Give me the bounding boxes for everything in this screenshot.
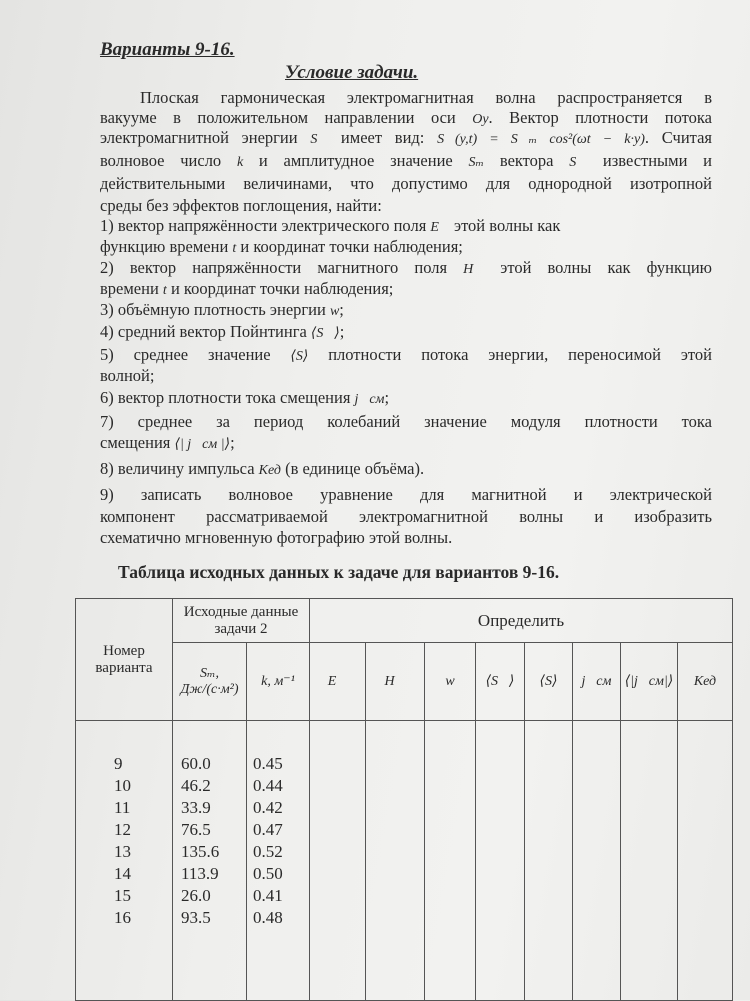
text-line xyxy=(100,300,344,322)
formula: ⟨S⟩ xyxy=(290,349,309,364)
k-value: 0.42 xyxy=(253,798,283,817)
text-segment: 8) величину импульса xyxy=(100,459,259,478)
empty-answer-cell xyxy=(310,721,366,1001)
text-segment: 2) вектор напряжённости магнитного поля xyxy=(100,258,464,277)
empty-answer-cell xyxy=(366,721,425,1001)
text-line xyxy=(100,196,382,216)
variant-column xyxy=(76,721,173,1001)
text-segment: времени xyxy=(100,279,163,298)
subheader-cell: Kед xyxy=(678,643,733,721)
text-segment: 6) вектор плотности тока смещения xyxy=(100,388,355,407)
text-line xyxy=(100,237,463,259)
empty-answer-cell xyxy=(678,721,733,1001)
text-segment: 4) средний вектор Пойнтинга xyxy=(100,322,311,341)
subheader-cell: k, м⁻¹ xyxy=(247,643,310,721)
k-value: 0.50 xyxy=(253,864,283,883)
text-segment: . Считая xyxy=(644,128,712,147)
formula: ⟨| j⃗см |⟩ xyxy=(174,437,231,452)
text-line xyxy=(100,108,712,130)
formula: S⃗(y,t) = S⃗ₘ cos²(ωt − k·y) xyxy=(437,132,645,147)
sm-value: 26.0 xyxy=(181,886,211,905)
sm-column xyxy=(173,721,247,1001)
text-segment: 5) среднее значение xyxy=(100,345,291,364)
sm-value: 135.6 xyxy=(181,842,220,861)
text-segment: . Вектор плотности потока xyxy=(488,108,712,127)
k-column xyxy=(247,721,310,1001)
variants-value: 9 xyxy=(114,754,123,773)
subheader-cell: ⟨S⟩ xyxy=(525,643,573,721)
text-line xyxy=(100,507,712,527)
text-segment: и координат точки наблюдения; xyxy=(166,279,394,298)
text-line xyxy=(100,485,712,505)
k-value: 0.45 xyxy=(253,754,283,773)
text-line xyxy=(100,279,393,301)
text-line xyxy=(100,128,712,150)
text-segment: схематично мгновенную фотографию этой волны. xyxy=(100,528,453,547)
variants-value: 11 xyxy=(114,798,131,817)
subheader-cell: E⃗ xyxy=(310,643,366,721)
text-line xyxy=(100,258,712,280)
text-line xyxy=(100,151,712,173)
formula: E⃗ xyxy=(430,220,450,235)
text-segment: действительными величинами, что допустимо для однородной изотропной xyxy=(100,174,712,193)
text-line xyxy=(140,88,712,108)
text-segment: вектора xyxy=(484,151,570,170)
text-segment: этой волны как xyxy=(449,216,561,235)
formula: S⃗ xyxy=(310,132,329,147)
text-segment: Плоская гармоническая электромагнитная волна распространяется в xyxy=(140,88,712,107)
text-segment: среды без эффектов поглощения, найти: xyxy=(100,196,382,215)
formula: H⃗ xyxy=(463,262,485,277)
variants-value: 15 xyxy=(114,886,131,905)
sm-value: 46.2 xyxy=(181,776,211,795)
text-segment: и координат точки наблюдения; xyxy=(236,237,463,256)
table-title: Таблица исходных данных к задаче для вариантов 9-16. xyxy=(118,562,560,582)
text-segment: 9) записать волновое уравнение для магнитной и электрической xyxy=(100,485,712,504)
text-segment: (в единице объёма). xyxy=(280,459,425,478)
k-value: 0.41 xyxy=(253,886,283,905)
k-value: 0.47 xyxy=(253,820,283,839)
subheader-cell: w xyxy=(425,643,476,721)
header-input: Исходные данные задачи 2 xyxy=(173,599,310,643)
header-variant: Номер варианта xyxy=(76,599,173,721)
text-segment: ; xyxy=(230,433,235,452)
k-value: 0.48 xyxy=(253,908,283,927)
formula: Sₘ xyxy=(468,155,485,170)
text-line xyxy=(100,174,712,194)
text-line xyxy=(100,412,712,432)
text-line xyxy=(100,345,712,367)
formula: t xyxy=(232,241,237,256)
problem-heading: Условие задачи. xyxy=(285,62,419,83)
formula: ⟨S⃗⟩ xyxy=(310,326,340,341)
text-line xyxy=(100,216,560,238)
formula: S⃗ xyxy=(569,155,588,170)
empty-answer-cell xyxy=(621,721,678,1001)
text-segment: компонент рассматриваемой электромагнитной волны и изобразить xyxy=(100,507,712,526)
formula: Oy xyxy=(472,112,489,127)
text-segment: и амплитудное значение xyxy=(243,151,469,170)
text-segment: ; xyxy=(384,388,390,407)
variants-value: 13 xyxy=(114,842,131,861)
text-segment: имеет вид: xyxy=(328,128,438,147)
header-determine: Определить xyxy=(310,599,733,643)
text-segment: 1) вектор напряжённости электрического поля xyxy=(100,216,431,235)
sm-value: 76.5 xyxy=(181,820,211,839)
formula: j⃗см xyxy=(354,392,385,407)
formula: t xyxy=(162,283,167,298)
subheader-cell: j⃗см xyxy=(573,643,621,721)
subheader-cell: ⟨|j⃗см|⟩ xyxy=(621,643,678,721)
text-segment: волной; xyxy=(100,366,155,385)
text-segment: электромагнитной энергии xyxy=(100,128,311,147)
empty-answer-cell xyxy=(573,721,621,1001)
text-segment: смещения xyxy=(100,433,175,452)
text-segment: плотности потока энергии, переносимой этой xyxy=(308,345,712,364)
formula: Kед xyxy=(258,463,281,478)
subheader-cell: H⃗ xyxy=(366,643,425,721)
text-segment: вакууме в положительном направлении оси xyxy=(100,108,473,127)
text-segment: 7) среднее за период колебаний значение модуля плотности тока xyxy=(100,412,712,431)
formula: w xyxy=(329,304,340,319)
text-segment: ; xyxy=(339,300,344,319)
sm-value: 93.5 xyxy=(181,908,211,927)
subheader-cell: Sₘ, Дж/(с·м²) xyxy=(173,643,247,721)
variants-value: 10 xyxy=(114,776,131,795)
variants-value: 12 xyxy=(114,820,131,839)
text-line xyxy=(100,528,452,548)
variants-heading: Варианты 9-16. xyxy=(100,39,235,60)
empty-answer-cell xyxy=(425,721,476,1001)
text-segment: волновое число xyxy=(100,151,237,170)
sm-value: 113.9 xyxy=(181,864,219,883)
k-value: 0.52 xyxy=(253,842,283,861)
text-segment: ; xyxy=(339,322,345,341)
formula: k xyxy=(236,155,244,170)
text-line xyxy=(100,366,154,386)
text-segment: этой волны как функцию xyxy=(484,258,712,277)
empty-answer-cell xyxy=(476,721,525,1001)
text-segment: функцию времени xyxy=(100,237,233,256)
text-line xyxy=(100,388,389,410)
text-line xyxy=(100,433,235,455)
variants-value: 16 xyxy=(114,908,131,927)
text-line xyxy=(100,322,344,344)
k-value: 0.44 xyxy=(253,776,283,795)
text-segment: 3) объёмную плотность энергии xyxy=(100,300,330,319)
sm-value: 60.0 xyxy=(181,754,211,773)
sm-value: 33.9 xyxy=(181,798,211,817)
variants-value: 14 xyxy=(114,864,131,883)
empty-answer-cell xyxy=(525,721,573,1001)
subheader-cell: ⟨S⃗⟩ xyxy=(476,643,525,721)
text-line xyxy=(100,459,424,481)
text-segment: известными и xyxy=(587,151,713,170)
data-table xyxy=(75,598,733,1001)
